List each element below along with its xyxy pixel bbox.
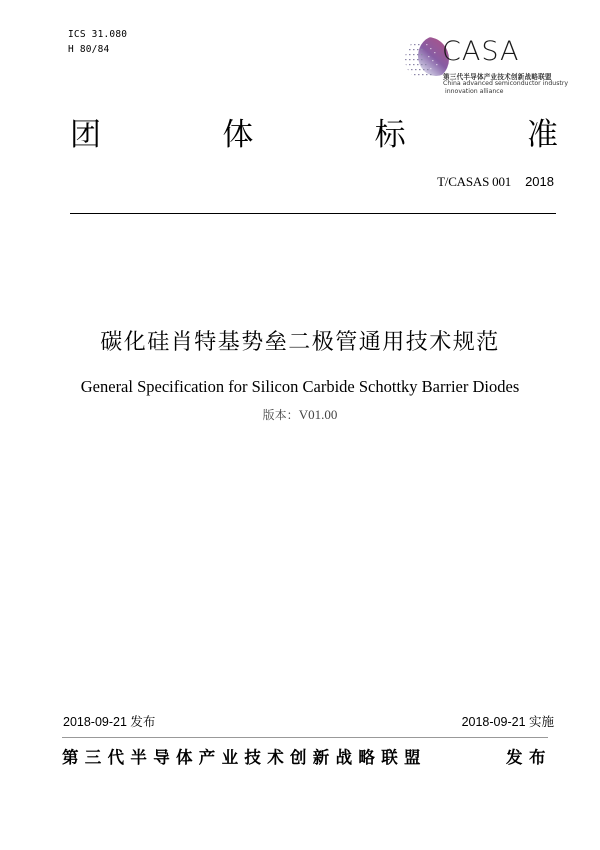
ccs-code: H 80/84 (68, 44, 110, 55)
standard-type-heading (70, 117, 558, 153)
standard-code: T/CASAS 001 (437, 174, 512, 189)
logo-wordmark: CASA (442, 36, 520, 67)
implementation-date: 2018-09-21 实施 (461, 715, 554, 729)
standard-type-char: 标 (374, 117, 406, 153)
ics-code: ICS 31.080 (68, 29, 128, 40)
standard-number (437, 174, 554, 190)
publisher-name: 第三代半导体产业技术创新战略联盟 (62, 748, 427, 767)
version-label: 版本： (262, 408, 299, 422)
document-title-en: General Specification for Silicon Carbide Schottky Barrier Diodes (80, 377, 520, 396)
publish-action: 发布 (506, 748, 552, 767)
header-divider (70, 213, 556, 214)
standard-year: 2018 (525, 174, 554, 189)
casa-logo (402, 30, 572, 100)
publisher-line (62, 744, 552, 768)
logo-name-cn: 第三代半导体产业技术创新战略联盟 (443, 73, 552, 81)
footer-divider (62, 737, 548, 738)
version-value: V01.00 (298, 407, 338, 422)
standard-type-char: 准 (526, 117, 558, 153)
standard-type-char: 团 (70, 117, 101, 153)
document-version (0, 406, 600, 423)
logo-name-en-line2: innovation alliance (445, 88, 504, 95)
document-title-cn: 碳化硅肖特基势垒二极管通用技术规范 (100, 330, 500, 355)
issue-date: 2018-09-21 发布 (63, 715, 156, 729)
standard-type-char: 体 (222, 117, 254, 153)
logo-name-en: China advanced semiconductor industry (443, 80, 569, 87)
